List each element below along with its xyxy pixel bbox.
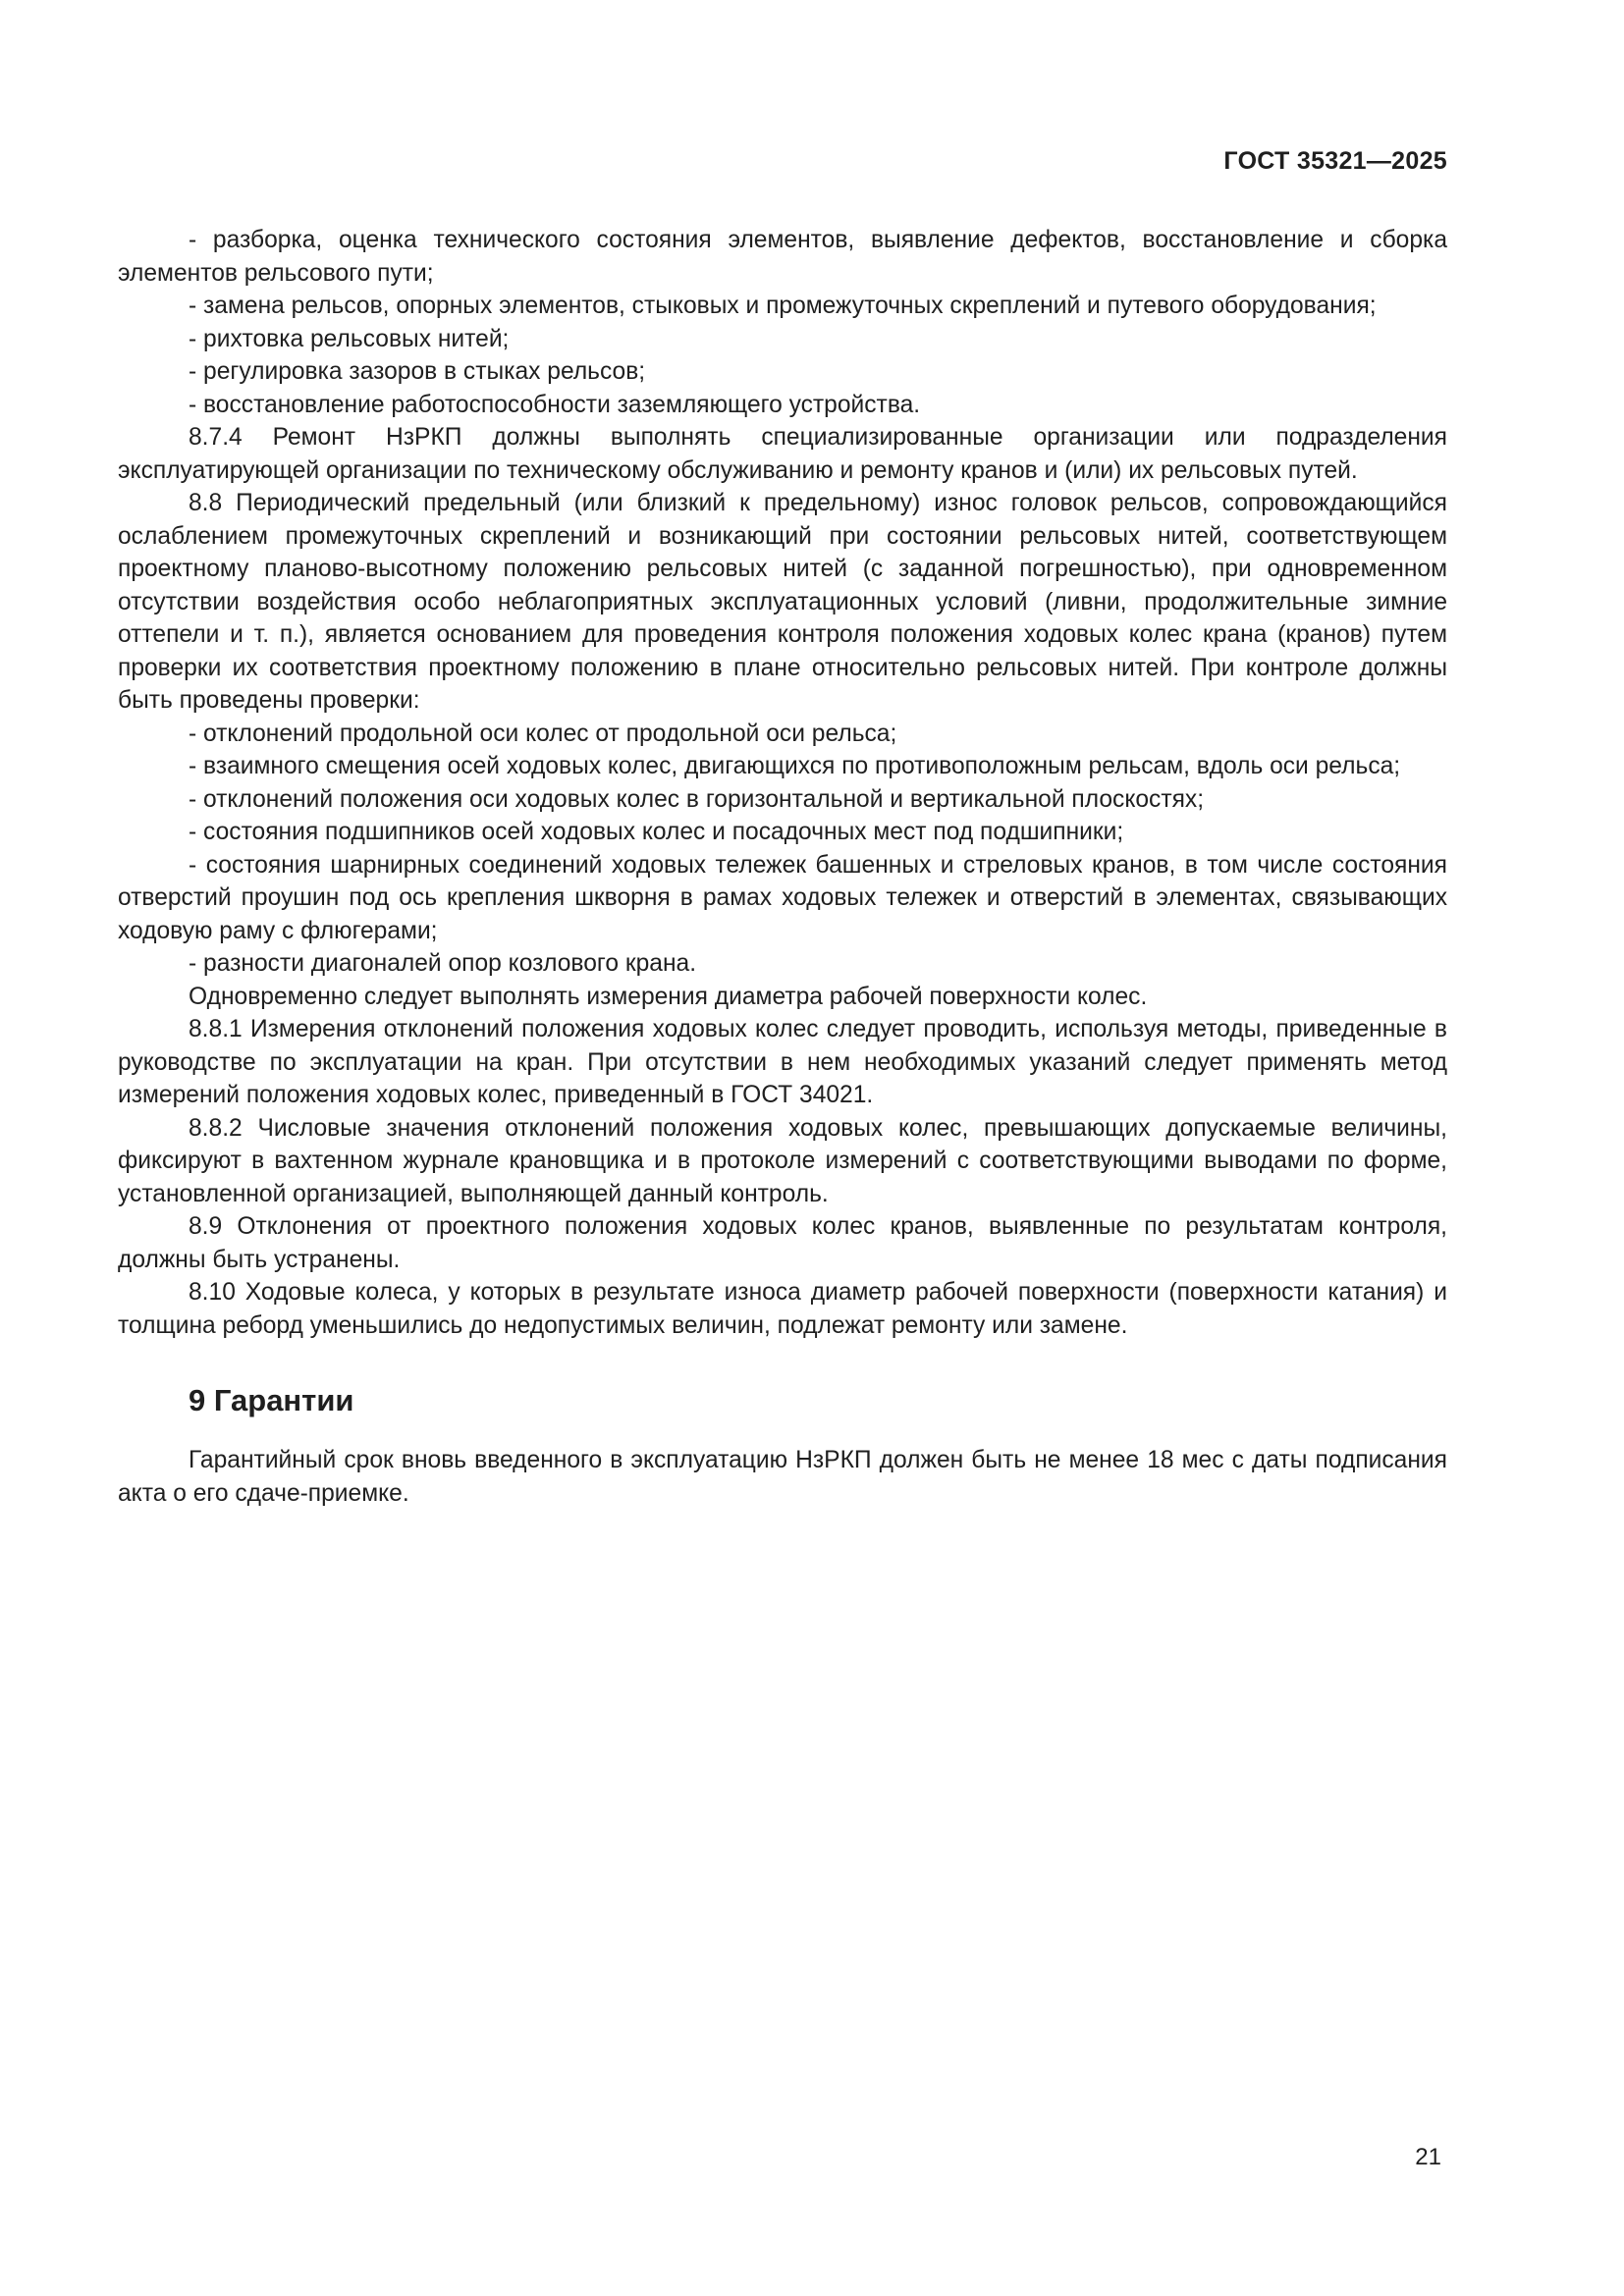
clause-8-7-4: 8.7.4 Ремонт НзРКП должны выполнять специализированные организации или подразделения эксплуатирующей организации по техническому обслуживанию и ремонту кранов и (или) их рельсовых путей. <box>118 424 1447 484</box>
check-item-bearings: - состояния подшипников осей ходовых колес и посадочных мест под подшипники; <box>189 819 1124 845</box>
check-item-axis-deviation: - отклонений продольной оси колес от продольной оси рельса; <box>189 720 897 747</box>
check-item-diagonal-difference: - разности диагоналей опор козлового крана. <box>189 950 697 977</box>
clause-8-9: 8.9 Отклонения от проектного положения ходовых колес кранов, выявленные по результатам контроля, должны быть устранены. <box>118 1213 1447 1273</box>
document-body <box>118 224 1447 1510</box>
list-item-disassembly: - разборка, оценка технического состояния элементов, выявление дефектов, восстановление и сборка элементов рельсового пути; <box>118 227 1447 287</box>
list-item-gap-adjustment: - регулировка зазоров в стыках рельсов; <box>189 358 646 385</box>
page-number: 21 <box>1415 2144 1441 2170</box>
check-item-mutual-displacement: - взаимного смещения осей ходовых колес, двигающихся по противоположным рельсам, вдоль оси рельса; <box>189 753 1401 779</box>
clause-8-8-2: 8.8.2 Числовые значения отклонений положения ходовых колес, превышающих допускаемые величины, фиксируют в вахтенном журнале крановщика и в протоколе измерений с соответствующими выводами по форме, установленной организацией, выполняющей данный контроль. <box>118 1114 1447 1207</box>
list-item-straightening: - рихтовка рельсовых нитей; <box>189 325 510 352</box>
section-9-title: 9 Гарантии <box>189 1383 354 1417</box>
list-item-grounding-restoration: - восстановление работоспособности заземляющего устройства. <box>189 391 921 418</box>
clause-8-8: 8.8 Периодический предельный (или близкий к предельному) износ головок рельсов, сопровождающийся ослаблением промежуточных скреплений и возникающий при состоянии рельсовых нитей, соответствующем проектному планово-высотному положению рельсовых нитей (с заданной погрешностью), при одновременном отсутствии воздействия особо неблагоприятных эксплуатационных условий (ливни, продолжительные зимние оттепели и т. п.), является основанием для проведения контроля положения ходовых колес крана (кранов) путем проверки их соответствия проектному положению в плане относительно рельсовых нитей. При контроле должны быть проведены проверки: <box>118 490 1447 714</box>
note-diameter-measurement: Одновременно следует выполнять измерения диаметра рабочей поверхности колес. <box>189 983 1148 1010</box>
clause-8-10: 8.10 Ходовые колеса, у которых в результате износа диаметр рабочей поверхности (поверхности катания) и толщина реборд уменьшились до недопустимых величин, подлежат ремонту или замене. <box>118 1279 1447 1339</box>
section-9-paragraph: Гарантийный срок вновь введенного в эксплуатацию НзРКП должен быть не менее 18 мес с даты подписания акта о его сдаче-приемке. <box>118 1447 1447 1507</box>
standard-code-header: ГОСТ 35321—2025 <box>1223 147 1447 175</box>
list-item-replacement: - замена рельсов, опорных элементов, стыковых и промежуточных скреплений и путевого оборудования; <box>189 293 1377 319</box>
check-item-plane-deviation: - отклонений положения оси ходовых колес в горизонтальной и вертикальной плоскостях; <box>189 785 1205 813</box>
clause-8-8-1: 8.8.1 Измерения отклонений положения ходовых колес следует проводить, используя методы, приведенные в руководстве по эксплуатации на кран. При отсутствии в нем необходимых указаний следует применять метод измерений положения ходовых колес, приведенный в ГОСТ 34021. <box>118 1016 1447 1108</box>
check-item-hinge-joints: - состояния шарнирных соединений ходовых тележек башенных и стреловых кранов, в том числе состояния отверстий проушин под ось крепления шкворня в рамах ходовых тележек и отверстий в элементах, связывающих ходовую раму с флюгерами; <box>118 851 1447 944</box>
